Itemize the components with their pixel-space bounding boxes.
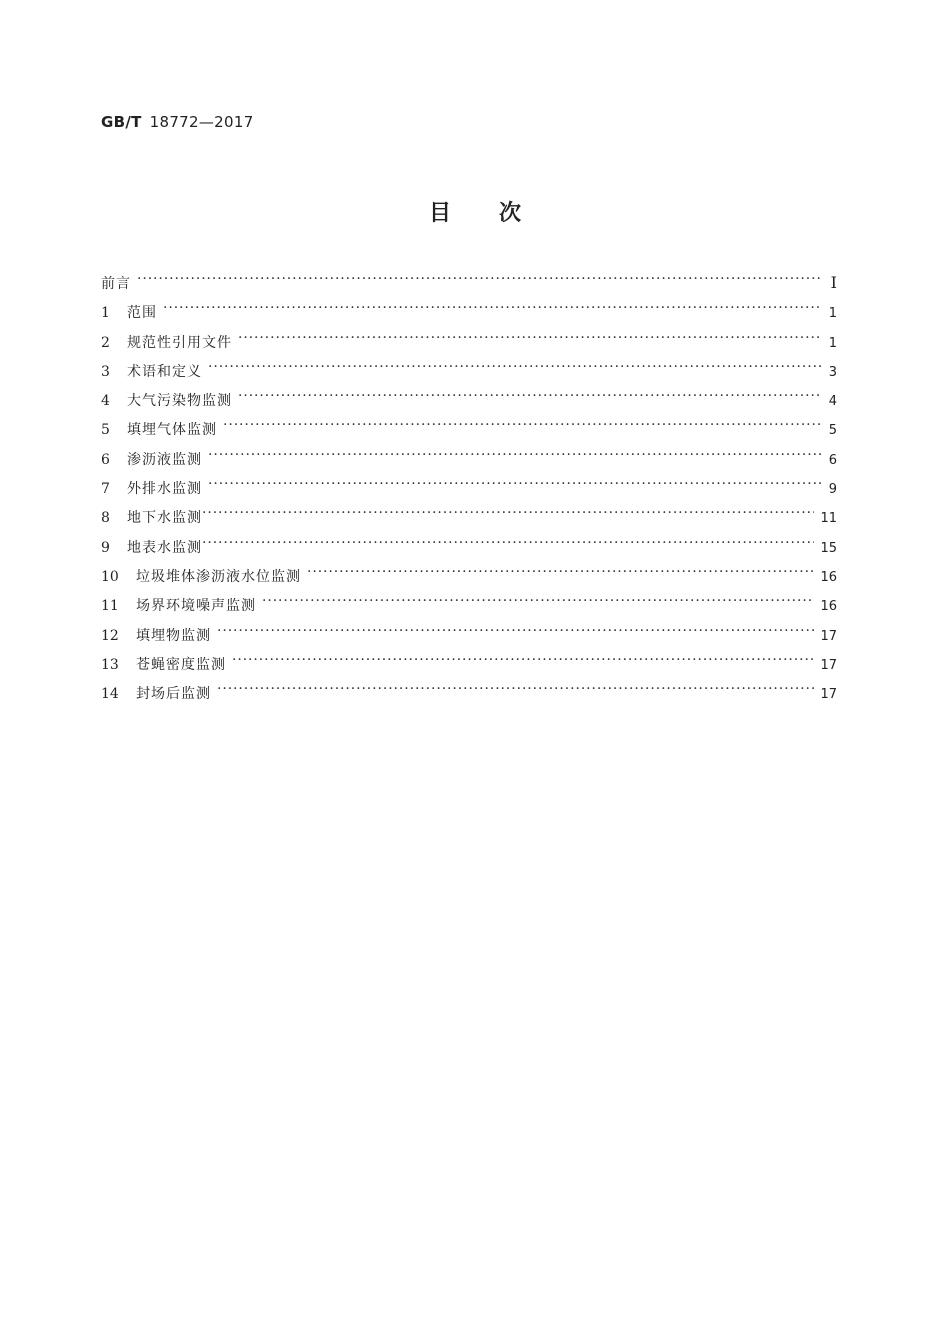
toc-dot-leader xyxy=(208,362,821,376)
toc-entry-page: 5 xyxy=(828,423,837,439)
toc-entry-number: 5 xyxy=(101,422,110,439)
toc-entry-page: 17 xyxy=(820,687,837,703)
toc-entry-number: 13 xyxy=(101,656,119,673)
toc-entry-label: 场界环境噪声监测 xyxy=(136,598,256,615)
toc-entry[interactable] xyxy=(101,390,837,419)
toc-title: 目次 xyxy=(428,201,569,226)
toc-entry-page: 6 xyxy=(828,452,837,468)
toc-dot-leader xyxy=(202,508,814,522)
toc-entry[interactable] xyxy=(101,449,837,478)
toc-dot-leader xyxy=(163,303,821,317)
toc-entry[interactable] xyxy=(101,361,837,390)
toc-dot-leader xyxy=(217,626,814,640)
toc-entry[interactable] xyxy=(101,654,837,683)
toc-entry[interactable] xyxy=(101,566,837,595)
toc-entry-page: 1 xyxy=(828,335,837,351)
toc-entry-page: 4 xyxy=(828,394,837,410)
toc-entry[interactable] xyxy=(101,595,837,624)
toc-entry[interactable] xyxy=(101,683,837,712)
toc-dot-leader xyxy=(137,274,821,288)
toc-dot-leader xyxy=(262,596,814,610)
toc-dot-leader xyxy=(232,655,814,669)
toc-entry-number: 7 xyxy=(101,481,110,498)
toc-dot-leader xyxy=(223,420,821,434)
toc-entry[interactable] xyxy=(101,507,837,536)
toc-entry-number: 1 xyxy=(101,305,110,322)
toc-entry-label: 填埋气体监测 xyxy=(127,422,217,439)
toc-dot-leader xyxy=(208,479,821,493)
toc-entry[interactable] xyxy=(101,419,837,448)
toc-entry-page: 11 xyxy=(820,511,837,527)
toc-entry-page: 17 xyxy=(820,657,837,673)
standard-prefix: GB/T xyxy=(101,113,142,131)
table-of-contents xyxy=(101,273,837,712)
toc-entry-page: 1 xyxy=(828,306,837,322)
toc-entry-label: 范围 xyxy=(127,305,157,322)
toc-entry-label: 填埋物监测 xyxy=(136,627,211,644)
toc-entry-page: 3 xyxy=(828,364,837,380)
toc-entry-label: 外排水监测 xyxy=(127,481,202,498)
toc-entry-number: 11 xyxy=(101,598,119,615)
toc-entry-label: 术语和定义 xyxy=(127,363,202,380)
toc-entry-number: 3 xyxy=(101,363,110,380)
document-code xyxy=(101,113,254,131)
toc-entry[interactable] xyxy=(101,625,837,654)
toc-entry-label: 地表水监测 xyxy=(127,539,202,556)
toc-dot-leader xyxy=(238,333,821,347)
toc-entry-label: 大气污染物监测 xyxy=(127,393,232,410)
toc-entry-label: 前言 xyxy=(101,276,131,292)
toc-entry-page: 17 xyxy=(820,628,837,644)
toc-dot-leader xyxy=(202,538,814,552)
toc-entry-number: 2 xyxy=(101,334,110,351)
toc-entry-page: 16 xyxy=(820,599,837,615)
toc-entry-page: 9 xyxy=(828,482,837,498)
toc-entry-label: 封场后监测 xyxy=(136,686,211,703)
toc-entry-label: 垃圾堆体渗沥液水位监测 xyxy=(136,568,301,585)
toc-entry-label: 地下水监测 xyxy=(127,510,202,527)
toc-entry-page: 16 xyxy=(820,569,837,585)
toc-entry[interactable] xyxy=(101,478,837,507)
toc-entry-number: 8 xyxy=(101,510,110,527)
toc-entry-label: 渗沥液监测 xyxy=(127,451,202,468)
toc-entry-page: 15 xyxy=(820,540,837,556)
toc-dot-leader xyxy=(307,567,814,581)
toc-entry-label: 苍蝇密度监测 xyxy=(136,656,226,673)
toc-entry[interactable] xyxy=(101,332,837,361)
toc-entry-number: 9 xyxy=(101,539,110,556)
toc-entry-page: Ⅰ xyxy=(830,273,837,292)
toc-entry[interactable] xyxy=(101,537,837,566)
toc-entry-number: 4 xyxy=(101,393,110,410)
toc-dot-leader xyxy=(208,450,821,464)
toc-entry-label: 规范性引用文件 xyxy=(127,334,232,351)
toc-entry-number: 6 xyxy=(101,451,110,468)
toc-entry-number: 12 xyxy=(101,627,119,644)
toc-entry-number: 10 xyxy=(101,568,119,585)
toc-entry[interactable] xyxy=(101,273,837,302)
toc-dot-leader xyxy=(217,684,814,698)
toc-entry-number: 14 xyxy=(101,686,119,703)
toc-entry[interactable] xyxy=(101,302,837,331)
standard-number: 18772—2017 xyxy=(149,113,254,131)
toc-dot-leader xyxy=(238,391,821,405)
